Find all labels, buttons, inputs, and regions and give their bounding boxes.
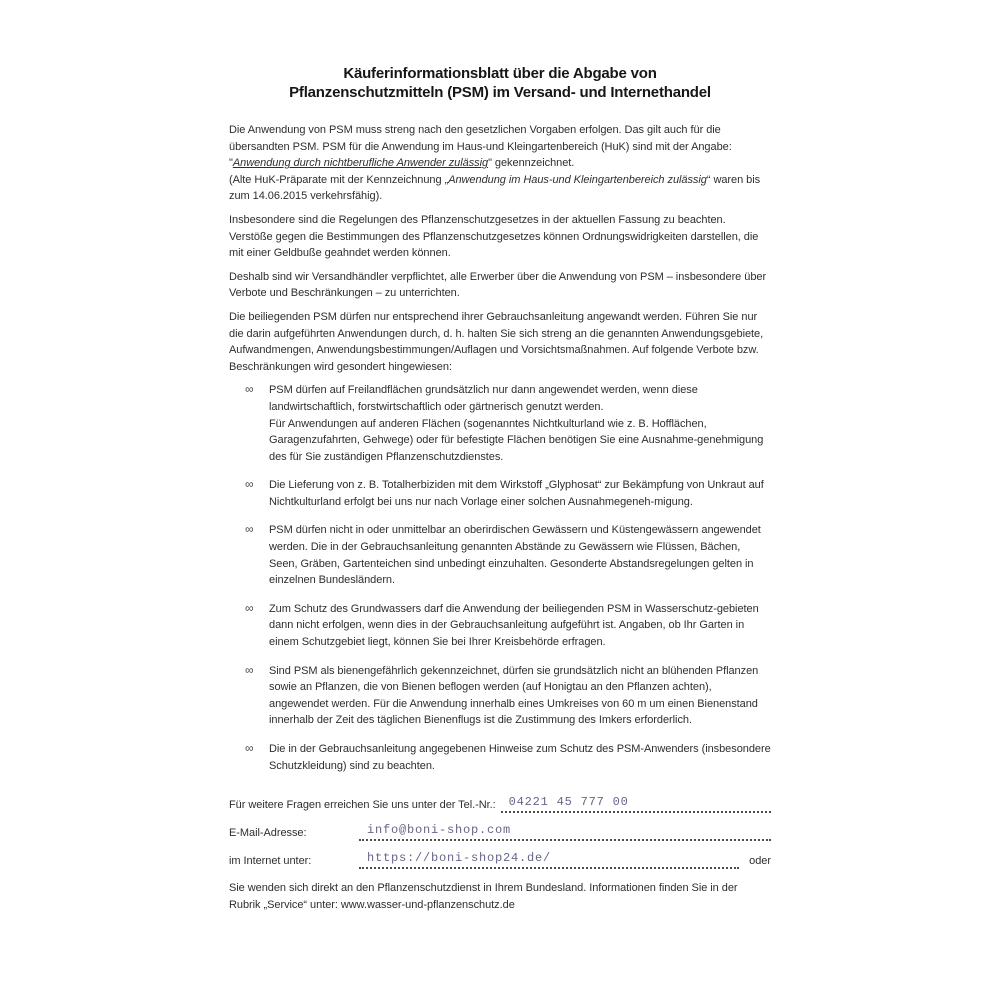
list-item-grundwasser: [229, 601, 771, 651]
list-item-text: Für Anwendungen auf anderen Flächen (sogenanntes Nichtkulturland wie z. B. Hofflächen, Garagenzufahrten, Gehwege) oder für befestigte Flächen benötigen Sie eine Ausnahme-genehmigung des für Sie zuständigen Pflanzenschutzdienstes.: [269, 417, 764, 463]
intro-paragraph: [229, 122, 771, 205]
intro-text: Die Anwendung von PSM muss streng nach den gesetzlichen Vorgaben erfolgen. Das gilt auch für die übersandten PSM. PSM für die Anwendung im Haus-und Kleingartenbereich (HuK) sind mit der Angabe: ": [229, 124, 732, 170]
intro-text-end: " gekennzeichnet.: [488, 157, 575, 170]
email-dotted-line: [359, 824, 771, 841]
email-row: [229, 824, 771, 841]
old-huk-quote: Anwendung im Haus-und Kleingartenbereich zulässig: [448, 173, 707, 186]
obligation-paragraph: Deshalb sind wir Versandhändler verpflichtet, alle Erwerber über die Anwendung von PSM – insbesondere über Verbote und Beschränkungen – zu unterrichten.: [229, 270, 767, 300]
website-value: https://boni-shop24.de/: [367, 850, 552, 865]
website-dotted-line: [359, 852, 739, 869]
huk-label-quote: Anwendung durch nichtberufliche Anwender zulässig: [232, 157, 489, 170]
list-item-text: Zum Schutz des Grundwassers darf die Anwendung der beiliegenden PSM in Wasserschutz-gebieten dann nicht erfolgen, wenn dies in der Gebrauchsanleitung aufgeführt ist. Angaben, ob Ihr Garten in einem Schutzgebiet liegt, können Sie bei Ihrer Kreisbehörde erfragen.: [269, 602, 759, 649]
infinity-bullet-icon: ∞: [245, 477, 254, 492]
infinity-bullet-icon: ∞: [245, 522, 254, 537]
phone-row: [229, 796, 771, 813]
old-huk-text-end: “ waren bis zum 14.06.2015 verkehrsfähig).: [229, 173, 761, 203]
infinity-bullet-icon: ∞: [245, 600, 254, 615]
oder-label: oder: [749, 854, 771, 867]
list-item-text: Die in der Gebrauchsanleitung angegebenen Hinweise zum Schutz des PSM-Anwenders (insbesondere Schutzkleidung) sind zu beachten.: [269, 743, 771, 772]
list-item-text: Die Lieferung von z. B. Totalherbiziden mit dem Wirkstoff „Glyphosat“ zur Bekämpfung von Unkraut auf Nichtkulturland erfolgt bei uns nur nach Vorlage einer solchen Ausnahmegeneh-migung.: [269, 479, 764, 508]
document-page: [229, 0, 771, 913]
page-title: [229, 64, 771, 102]
email-value: info@boni-shop.com: [367, 822, 512, 837]
infinity-bullet-icon: ∞: [245, 741, 254, 755]
website-label: im Internet unter:: [229, 854, 312, 867]
page-title-line-1: Käuferinformationsblatt über die Abgabe von: [343, 65, 657, 82]
list-item-schutzkleidung: [229, 741, 771, 774]
list-item-bienen: [229, 663, 771, 729]
list-item-gewaesser: [229, 522, 771, 588]
page-title-line-2: Pflanzenschutzmitteln (PSM) im Versand- und Internethandel: [289, 84, 711, 101]
list-item-glyphosat: [229, 477, 771, 510]
restrictions-list: [229, 382, 771, 774]
usage-instructions-paragraph: Die beiliegenden PSM dürfen nur entsprechend ihrer Gebrauchsanleitung angewandt werden. Führen Sie nur die darin aufgeführten Anwendungen durch, d. h. halten Sie sich streng an die genannten Anwendungsgebiete, Aufwandmengen, Anwendungsbestimmungen/Auflagen und Vorsichtsmaßnahmen. Auf folgende Verbote bzw. Beschränkungen wird gesondert hingewiesen:: [229, 310, 764, 373]
list-item-text: PSM dürfen auf Freilandflächen grundsätzlich nur dann angewendet werden, wenn diese landwirtschaftlich, forstwirtschaftlich oder gärtnerisch genutzt werden.: [269, 384, 698, 413]
website-row: [229, 852, 771, 869]
contact-section: [229, 796, 771, 869]
list-item-text: Sind PSM als bienengefährlich gekennzeichnet, dürfen sie grundsätzlich nicht an blühenden Pflanzen sowie an Pflanzen, die von Bienen beflogen werden (auf Honigtau an den Pflanzen achten), angewendet werden. Für die Anwendung innerhalb eines Umkreises von 60 m um einen Bienenstand innerhalb der Zeit des täglichen Bienenflugs ist die Zustimmung des Imkers erforderlich.: [269, 664, 759, 727]
email-label: E-Mail-Adresse:: [229, 826, 307, 839]
footer-paragraph: Sie wenden sich direkt an den Pflanzenschutzdienst in Ihrem Bundesland. Informationen finden Sie in der Rubrik „Service“ unter: www.wasser-und-pflanzenschutz.de: [229, 882, 738, 911]
list-item-text: PSM dürfen nicht in oder unmittelbar an oberirdischen Gewässern und Küstengewässern angewendet werden. Die in der Gebrauchsanleitung genannten Abstände zu Gewässern wie Flüssen, Bächen, Seen, Gräben, Gartenteichen sind unbedingt einzuhalten. Gesonderte Abstandsregelungen gelten in einzelnen Bundesländern.: [269, 524, 761, 587]
document-body: [229, 122, 771, 913]
phone-dotted-line: [501, 796, 771, 813]
phone-label: Für weitere Fragen erreichen Sie uns unter der Tel.-Nr.:: [229, 798, 496, 811]
old-huk-text: (Alte HuK-Präparate mit der Kennzeichnung „: [229, 173, 449, 186]
infinity-bullet-icon: ∞: [245, 382, 254, 397]
phone-value: 04221 45 777 00: [508, 794, 629, 809]
regulations-paragraph: Insbesondere sind die Regelungen des Pflanzenschutzgesetzes in der aktuellen Fassung zu beachten. Verstöße gegen die Bestimmungen des Pflanzenschutzgesetzes können Ordnungswidrigkeiten darstellen, die mit einer Geldbuße geahndet werden können.: [229, 213, 759, 260]
infinity-bullet-icon: ∞: [245, 662, 254, 677]
list-item-freiland: [229, 382, 771, 465]
